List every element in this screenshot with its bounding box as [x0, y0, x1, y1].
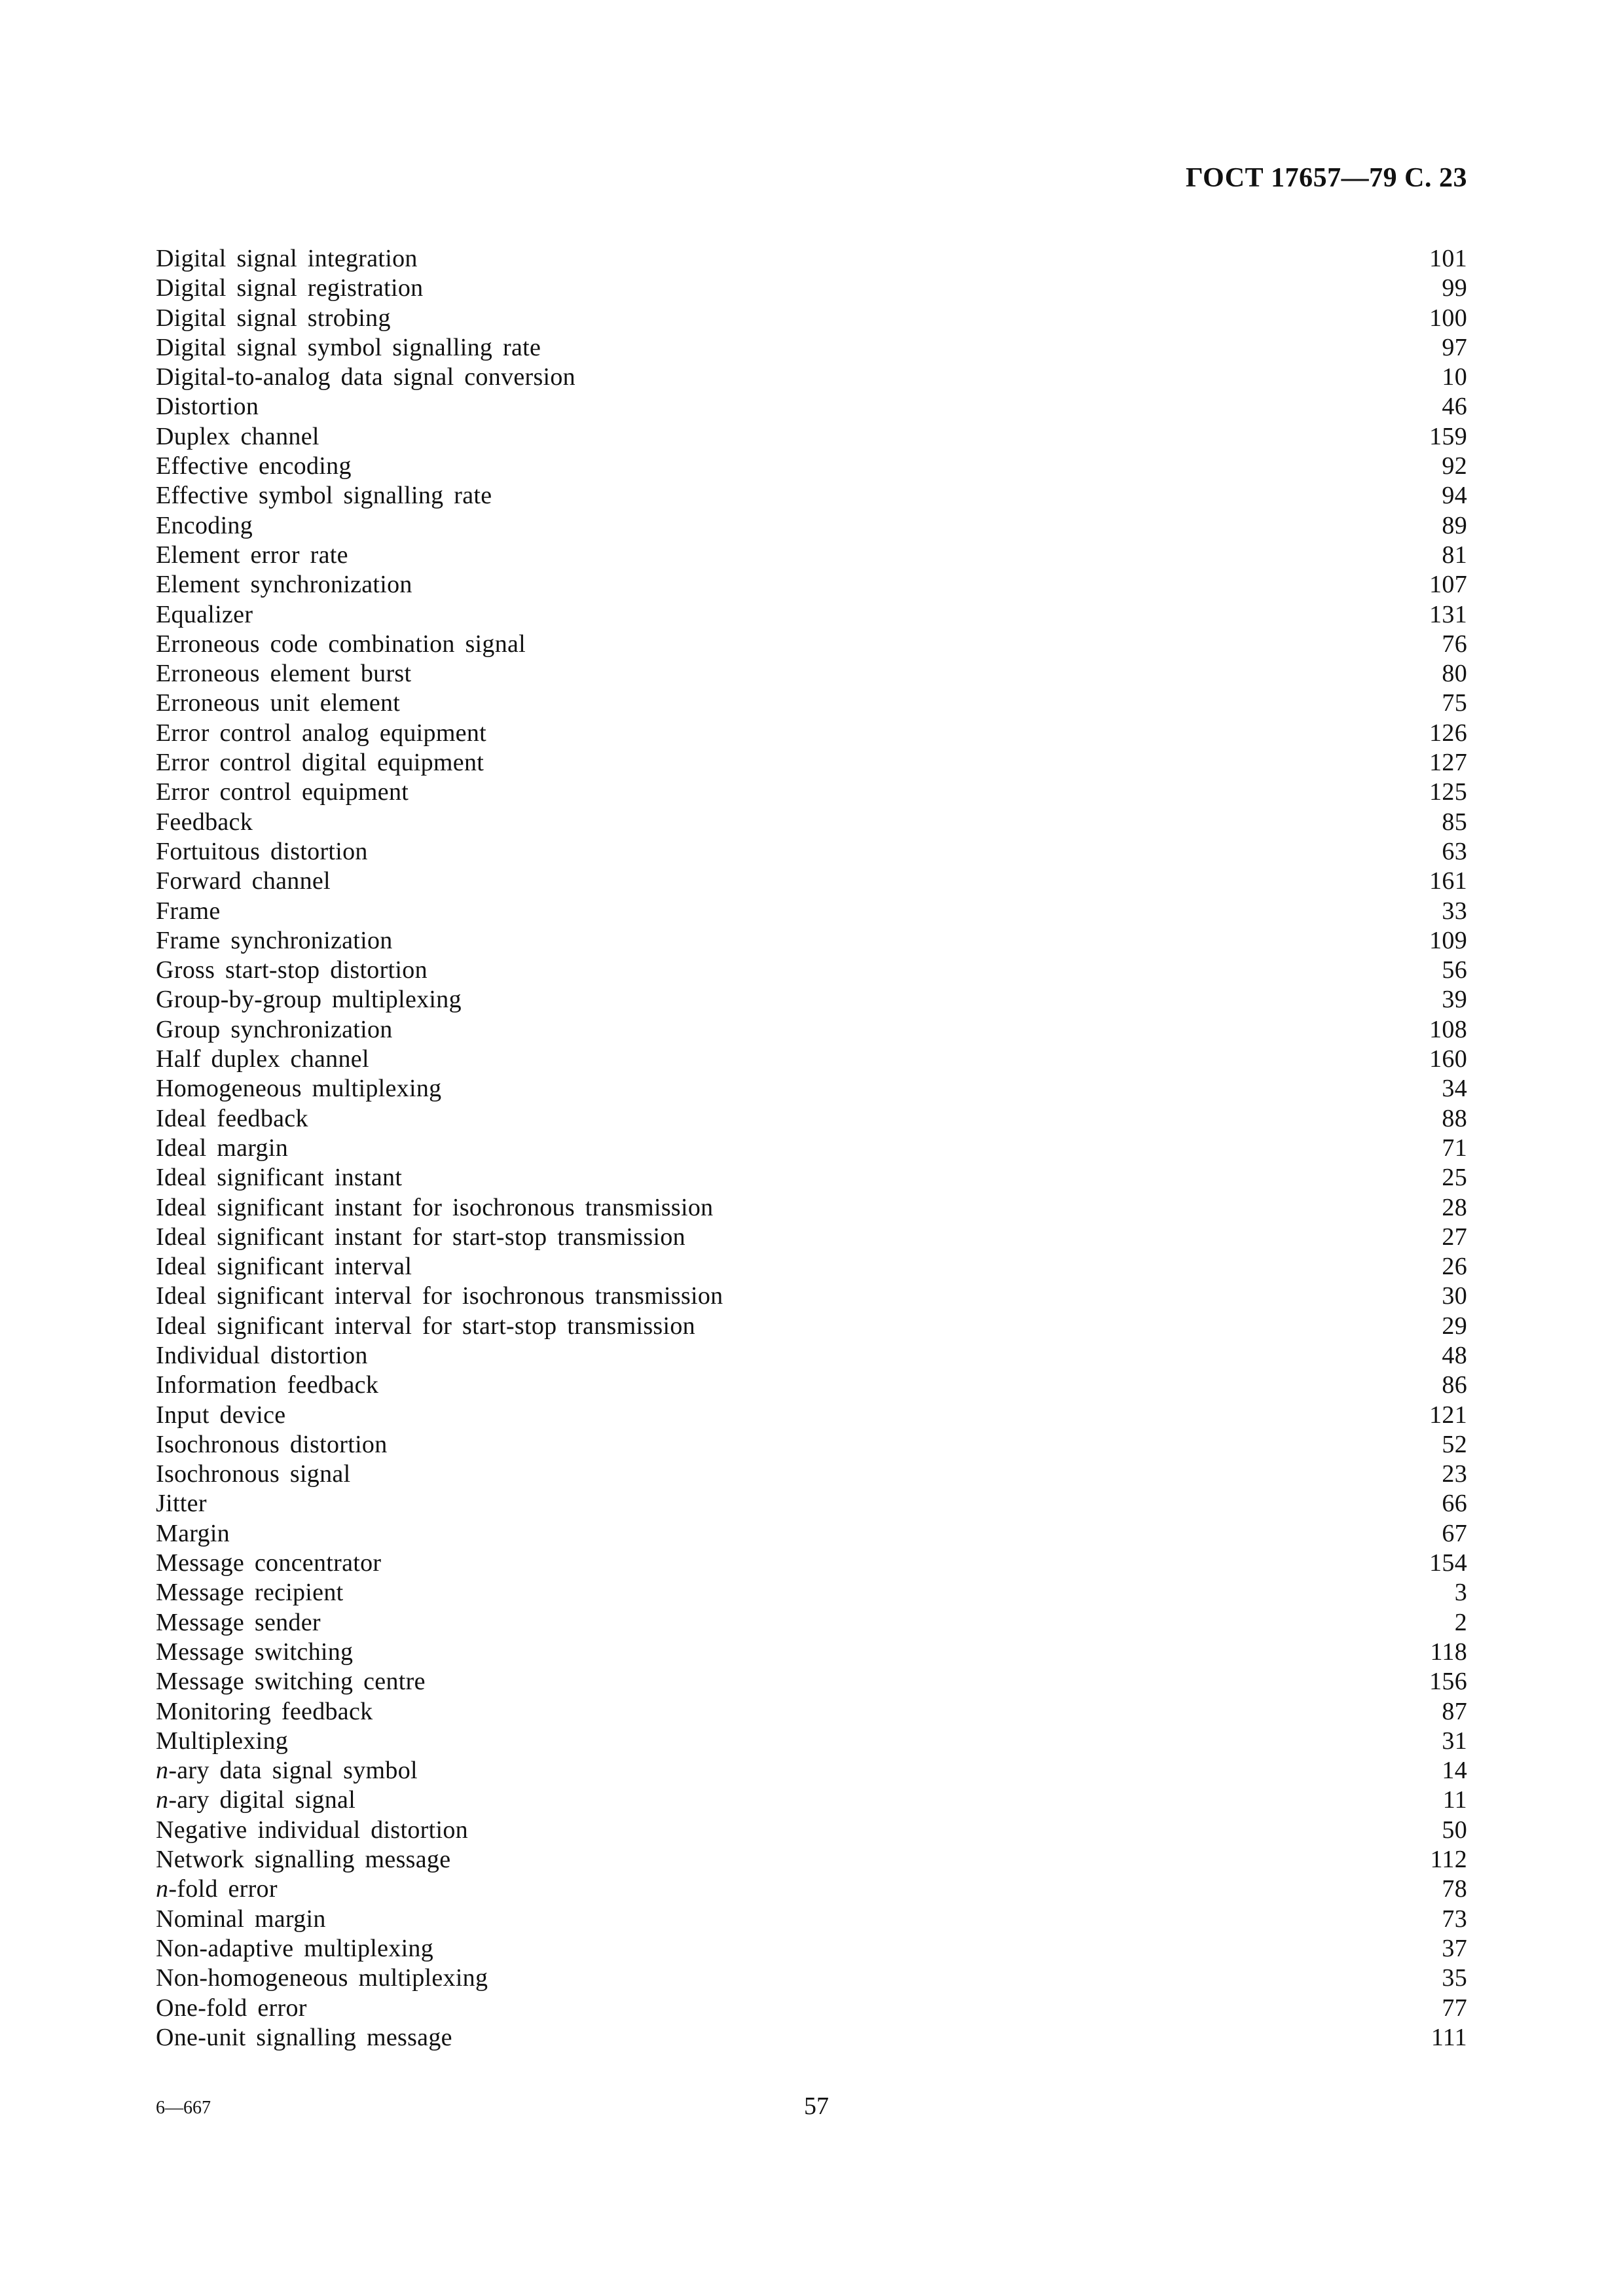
index-term	[156, 1816, 468, 1845]
index-term-text: One-fold error	[156, 1994, 307, 2022]
index-entry	[156, 304, 1467, 333]
index-page-number: 99	[1442, 274, 1467, 302]
index-page-number: 48	[1442, 1341, 1467, 1369]
index-page-number: 78	[1442, 1875, 1467, 1903]
index-term	[156, 926, 393, 956]
index-term	[156, 867, 331, 896]
index-entry	[156, 1252, 1467, 1282]
index-page-number: 81	[1442, 541, 1467, 569]
index-entry	[156, 1874, 1467, 1904]
index-term	[156, 2023, 452, 2053]
index-page-number: 161	[1429, 867, 1467, 895]
index-term-text: Feedback	[156, 808, 253, 836]
index-term	[156, 422, 319, 452]
index-term-text: Duplex channel	[156, 422, 319, 450]
index-term	[156, 1045, 369, 1074]
index-entry	[156, 659, 1467, 689]
index-term-text: Information feedback	[156, 1371, 379, 1399]
index-page-number: 76	[1442, 630, 1467, 658]
index-term	[156, 897, 221, 926]
index-page-number: 10	[1442, 363, 1467, 391]
index-term-text: Nominal margin	[156, 1905, 326, 1933]
index-term-text: Ideal significant interval for start-stop transmission	[156, 1312, 695, 1340]
index-entry	[156, 363, 1467, 392]
index-page-number: 131	[1429, 600, 1467, 628]
index-page-number: 25	[1442, 1164, 1467, 1192]
index-term	[156, 570, 412, 600]
index-entry	[156, 897, 1467, 926]
index-page-number: 39	[1442, 986, 1467, 1014]
index-term-text: Digital signal symbol signalling rate	[156, 333, 541, 361]
index-term-text: Ideal significant instant	[156, 1164, 403, 1192]
index-term	[156, 1964, 488, 1993]
index-term-text: Isochronous signal	[156, 1460, 351, 1488]
index-term	[156, 1223, 685, 1252]
index-term-text: Gross start-stop distortion	[156, 956, 428, 984]
index-term-text: Margin	[156, 1519, 230, 1547]
index-term-text: Frame	[156, 897, 221, 925]
index-page-number: 112	[1430, 1846, 1467, 1874]
index-term	[156, 244, 418, 274]
index-term-text: Distortion	[156, 393, 259, 421]
index-term-text: Erroneous code combination signal	[156, 630, 526, 658]
index-page-number: 89	[1442, 511, 1467, 539]
index-term	[156, 1401, 285, 1430]
index-page-number: 46	[1442, 393, 1467, 421]
index-entry	[156, 2023, 1467, 2053]
index-term-prefix: n	[156, 1786, 169, 1814]
index-page-number: 125	[1429, 778, 1467, 806]
index-term-text: Effective symbol signalling rate	[156, 482, 492, 510]
index-term-text: Group-by-group multiplexing	[156, 986, 462, 1014]
index-entry	[156, 1430, 1467, 1460]
index-term	[156, 719, 486, 748]
index-term	[156, 1489, 207, 1518]
index-page-number: 2	[1454, 1608, 1467, 1636]
index-page-number: 30	[1442, 1282, 1467, 1310]
index-term	[156, 511, 253, 541]
index-term-text: Erroneous unit element	[156, 689, 401, 717]
index-term-text: Message recipient	[156, 1579, 344, 1607]
index-term-text: Digital signal integration	[156, 245, 418, 272]
index-page-number: 3	[1454, 1579, 1467, 1607]
index-term	[156, 1282, 723, 1311]
index-entry	[156, 1638, 1467, 1667]
index-term	[156, 392, 259, 422]
index-term-prefix: n	[156, 1757, 169, 1785]
index-page-number: 100	[1429, 304, 1467, 332]
page-header-title: ГОСТ 17657—79 С. 23	[1185, 163, 1467, 193]
index-page-number: 14	[1442, 1757, 1467, 1785]
index-page-number: 109	[1429, 926, 1467, 954]
index-entry	[156, 1608, 1467, 1638]
index-term	[156, 1015, 393, 1045]
index-term-text: Monitoring feedback	[156, 1697, 373, 1725]
index-page-number: 52	[1442, 1430, 1467, 1458]
index-term-text: Message switching centre	[156, 1668, 426, 1696]
index-page-number: 35	[1442, 1964, 1467, 1992]
index-entry	[156, 570, 1467, 600]
index-entry	[156, 274, 1467, 303]
index-entry	[156, 1104, 1467, 1134]
index-entry	[156, 1994, 1467, 2023]
index-page-number: 37	[1442, 1934, 1467, 1962]
index-term	[156, 1785, 356, 1815]
index-term-prefix: n	[156, 1875, 169, 1903]
index-page-number: 87	[1442, 1697, 1467, 1725]
index-page-number: 71	[1442, 1134, 1467, 1162]
index-term	[156, 1994, 307, 2023]
index-entry	[156, 748, 1467, 778]
index-entry	[156, 1727, 1467, 1756]
index-page-number: 67	[1442, 1519, 1467, 1547]
index-entry	[156, 541, 1467, 570]
index-term-text: Ideal feedback	[156, 1104, 308, 1132]
index-entry	[156, 1312, 1467, 1341]
index-page-number: 33	[1442, 897, 1467, 925]
index-page-number: 75	[1442, 689, 1467, 717]
index-entry	[156, 719, 1467, 748]
index-entry	[156, 867, 1467, 896]
index-term	[156, 1756, 418, 1785]
index-term-text: Ideal significant interval	[156, 1253, 412, 1281]
term-index-list	[156, 244, 1467, 2053]
index-entry	[156, 392, 1467, 422]
index-entry	[156, 1371, 1467, 1400]
index-term	[156, 1460, 350, 1489]
index-term	[156, 689, 400, 718]
index-term	[156, 481, 492, 511]
index-term	[156, 333, 541, 363]
index-page-number: 80	[1442, 660, 1467, 688]
index-page-number: 28	[1442, 1193, 1467, 1221]
index-entry	[156, 452, 1467, 481]
index-entry	[156, 1519, 1467, 1549]
index-term-text: Forward channel	[156, 867, 331, 895]
index-entry	[156, 333, 1467, 363]
index-entry	[156, 1667, 1467, 1696]
index-entry	[156, 422, 1467, 452]
index-page-number: 85	[1442, 808, 1467, 836]
index-page-number: 11	[1442, 1786, 1467, 1814]
footer-print-code: 6—667	[156, 2098, 211, 2118]
index-entry	[156, 1756, 1467, 1785]
index-term-text: Digital signal registration	[156, 274, 424, 302]
index-term-text: Element synchronization	[156, 571, 412, 599]
index-term-text: Frame synchronization	[156, 926, 393, 954]
index-term	[156, 837, 368, 867]
index-term-text: Encoding	[156, 511, 253, 539]
index-term-text: Multiplexing	[156, 1727, 289, 1755]
index-entry	[156, 1905, 1467, 1934]
index-term	[156, 1430, 388, 1460]
index-term	[156, 1341, 368, 1371]
index-term	[156, 1905, 326, 1934]
index-term	[156, 1578, 344, 1607]
index-term	[156, 1934, 433, 1964]
index-term-text: Error control equipment	[156, 778, 409, 806]
index-term-text: Half duplex channel	[156, 1045, 369, 1073]
index-page-number: 107	[1429, 571, 1467, 599]
index-term-text: Ideal significant interval for isochronous transmission	[156, 1282, 723, 1310]
index-entry	[156, 1549, 1467, 1578]
index-entry	[156, 689, 1467, 718]
index-page-number: 159	[1429, 422, 1467, 450]
index-page-number: 94	[1442, 482, 1467, 510]
index-term-text: Error control digital equipment	[156, 749, 484, 777]
index-page-number: 126	[1429, 719, 1467, 747]
index-term-text: Effective encoding	[156, 452, 352, 480]
footer-page-number: 57	[804, 2092, 829, 2120]
index-term-text: -ary data signal symbol	[168, 1757, 418, 1785]
index-term	[156, 1104, 308, 1134]
index-entry	[156, 985, 1467, 1014]
index-term-text: Jitter	[156, 1490, 207, 1518]
index-term	[156, 1163, 402, 1193]
index-term	[156, 1519, 230, 1549]
index-entry	[156, 778, 1467, 807]
index-term-text: Non-adaptive multiplexing	[156, 1934, 434, 1962]
index-term-text: Network signalling message	[156, 1846, 451, 1874]
index-term	[156, 1697, 373, 1727]
index-term	[156, 304, 391, 333]
index-entry	[156, 1282, 1467, 1311]
index-page-number: 121	[1429, 1401, 1467, 1429]
index-entry	[156, 1816, 1467, 1845]
index-entry	[156, 1489, 1467, 1518]
index-page-number: 92	[1442, 452, 1467, 480]
index-page-number: 77	[1442, 1994, 1467, 2022]
index-entry	[156, 1460, 1467, 1489]
index-entry	[156, 808, 1467, 837]
index-page-number: 156	[1429, 1668, 1467, 1696]
index-term-text: Erroneous element burst	[156, 660, 412, 688]
index-entry	[156, 837, 1467, 867]
index-entry	[156, 1341, 1467, 1371]
index-term-text: Fortuitous distortion	[156, 837, 368, 865]
index-page-number: 108	[1429, 1015, 1467, 1043]
index-term	[156, 659, 411, 689]
index-entry	[156, 1785, 1467, 1815]
index-term-text: Input device	[156, 1401, 286, 1429]
index-term	[156, 452, 352, 481]
index-entry	[156, 1845, 1467, 1874]
index-term	[156, 1371, 378, 1400]
index-page-number: 127	[1429, 749, 1467, 777]
index-term	[156, 808, 253, 837]
index-entry	[156, 600, 1467, 630]
index-entry	[156, 1697, 1467, 1727]
index-entry	[156, 1578, 1467, 1607]
index-page-number: 160	[1429, 1045, 1467, 1073]
index-term	[156, 1134, 288, 1163]
index-page-number: 73	[1442, 1905, 1467, 1933]
index-term	[156, 1874, 278, 1904]
index-page-number: 23	[1442, 1460, 1467, 1488]
index-entry	[156, 926, 1467, 956]
index-entry	[156, 1163, 1467, 1193]
index-term-text: Individual distortion	[156, 1341, 368, 1369]
index-term-text: Ideal significant instant for start-stop transmission	[156, 1223, 685, 1251]
index-term	[156, 1727, 288, 1756]
index-entry	[156, 244, 1467, 274]
index-entry	[156, 1934, 1467, 1964]
index-term	[156, 748, 484, 778]
index-term-text: Negative individual distortion	[156, 1816, 468, 1844]
index-term-text: One-unit signalling message	[156, 2023, 452, 2051]
index-term-text: Message concentrator	[156, 1549, 382, 1577]
index-page-number: 26	[1442, 1253, 1467, 1281]
index-entry	[156, 1964, 1467, 1993]
index-term	[156, 1312, 695, 1341]
index-page-number: 97	[1442, 333, 1467, 361]
index-term-text: Message sender	[156, 1608, 321, 1636]
index-page-number: 34	[1442, 1075, 1467, 1103]
index-entry	[156, 511, 1467, 541]
index-page-number: 31	[1442, 1727, 1467, 1755]
index-page-number: 88	[1442, 1104, 1467, 1132]
index-page-number: 66	[1442, 1490, 1467, 1518]
index-term-text: -ary digital signal	[168, 1786, 356, 1814]
index-term	[156, 1193, 713, 1223]
index-entry	[156, 1045, 1467, 1074]
index-entry	[156, 1223, 1467, 1252]
index-term-text: Isochronous distortion	[156, 1430, 388, 1458]
index-term-text: Homogeneous multiplexing	[156, 1075, 442, 1103]
index-term	[156, 541, 348, 570]
index-page-number: 56	[1442, 956, 1467, 984]
index-page-number: 63	[1442, 837, 1467, 865]
index-term-text: Group synchronization	[156, 1015, 393, 1043]
index-page-number: 111	[1431, 2023, 1467, 2051]
index-term-text: Ideal margin	[156, 1134, 288, 1162]
index-term	[156, 363, 575, 392]
index-page-number: 50	[1442, 1816, 1467, 1844]
index-entry	[156, 956, 1467, 985]
index-term	[156, 1608, 321, 1638]
index-term	[156, 1667, 426, 1696]
index-entry	[156, 1134, 1467, 1163]
index-entry	[156, 1401, 1467, 1430]
index-term	[156, 1638, 353, 1667]
index-term	[156, 1074, 441, 1103]
index-page-number: 27	[1442, 1223, 1467, 1251]
index-page-number: 118	[1430, 1638, 1467, 1666]
index-term	[156, 1252, 412, 1282]
index-term	[156, 985, 462, 1014]
index-page-number: 101	[1429, 245, 1467, 272]
index-page-number: 86	[1442, 1371, 1467, 1399]
index-term-text: Digital signal strobing	[156, 304, 391, 332]
index-term-text: Ideal significant instant for isochronous transmission	[156, 1193, 714, 1221]
index-term	[156, 600, 253, 630]
index-term-text: -fold error	[168, 1875, 278, 1903]
index-term-text: Non-homogeneous multiplexing	[156, 1964, 488, 1992]
index-term	[156, 1845, 450, 1874]
index-term-text: Equalizer	[156, 600, 253, 628]
index-entry	[156, 481, 1467, 511]
index-term	[156, 778, 409, 807]
index-entry	[156, 1193, 1467, 1223]
index-entry	[156, 630, 1467, 659]
index-term	[156, 630, 526, 659]
index-term	[156, 274, 423, 303]
index-page-number: 154	[1429, 1549, 1467, 1577]
index-entry	[156, 1015, 1467, 1045]
index-term-text: Element error rate	[156, 541, 348, 569]
index-term	[156, 956, 428, 985]
index-page-number: 29	[1442, 1312, 1467, 1340]
index-term	[156, 1549, 381, 1578]
index-term-text: Digital-to-analog data signal conversion	[156, 363, 575, 391]
index-term-text: Message switching	[156, 1638, 354, 1666]
index-entry	[156, 1074, 1467, 1103]
index-term-text: Error control analog equipment	[156, 719, 487, 747]
